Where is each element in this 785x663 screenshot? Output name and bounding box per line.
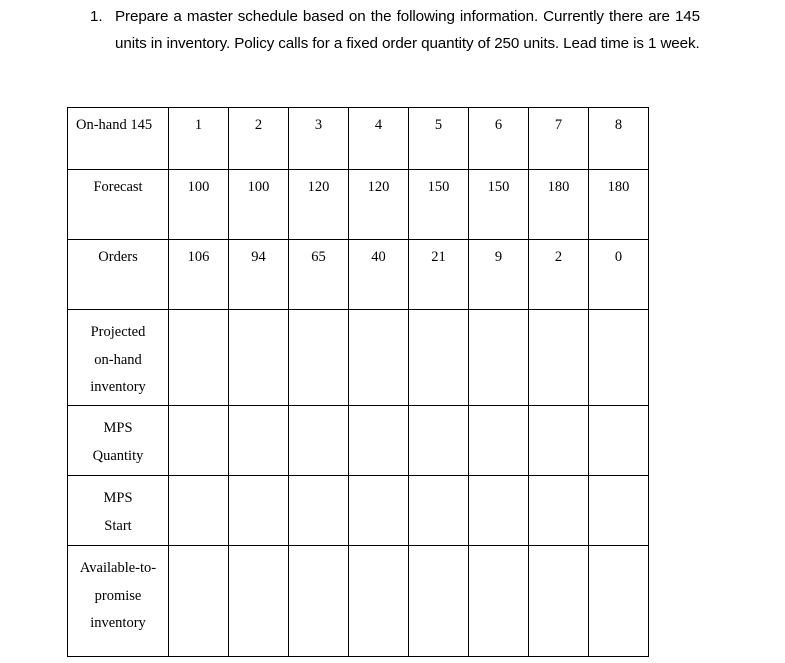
empty-cell xyxy=(409,406,469,476)
mps-quantity-label xyxy=(68,406,168,470)
value-cell xyxy=(589,170,649,240)
empty-cell xyxy=(169,406,229,476)
header-label-cell xyxy=(68,108,169,170)
orders-value: 40 xyxy=(371,249,386,265)
forecast-value: 120 xyxy=(307,179,330,195)
forecast-value: 100 xyxy=(187,179,210,195)
forecast-value: 150 xyxy=(427,179,450,195)
period-label: 8 xyxy=(614,117,623,133)
available-to-promise-label xyxy=(68,546,168,638)
label-line: inventory xyxy=(90,615,146,631)
mps-quantity-row xyxy=(68,406,649,476)
value-cell xyxy=(469,240,529,310)
header-row xyxy=(68,108,649,170)
empty-cell xyxy=(289,546,349,657)
projected-on-hand-row xyxy=(68,310,649,406)
orders-value: 0 xyxy=(614,249,623,265)
period-label: 6 xyxy=(494,117,503,133)
period-cell xyxy=(229,108,289,170)
period-cell xyxy=(169,108,229,170)
empty-cell xyxy=(529,476,589,546)
value-cell xyxy=(589,240,649,310)
orders-value: 94 xyxy=(251,249,266,265)
empty-cell xyxy=(409,546,469,657)
orders-label: Orders xyxy=(98,249,138,265)
label-line: MPS xyxy=(103,490,133,506)
value-cell xyxy=(409,240,469,310)
period-label: 5 xyxy=(434,117,443,133)
period-label: 2 xyxy=(254,117,263,133)
period-cell xyxy=(529,108,589,170)
empty-cell xyxy=(349,476,409,546)
empty-cell xyxy=(409,476,469,546)
empty-cell xyxy=(409,310,469,406)
forecast-value: 150 xyxy=(487,179,510,195)
value-cell xyxy=(289,170,349,240)
empty-cell xyxy=(169,546,229,657)
period-cell xyxy=(289,108,349,170)
available-to-promise-row xyxy=(68,546,649,657)
empty-cell xyxy=(469,406,529,476)
value-cell xyxy=(529,240,589,310)
empty-cell xyxy=(589,406,649,476)
value-cell xyxy=(529,170,589,240)
label-line: Projected xyxy=(90,324,146,340)
question-number: 1. xyxy=(90,8,103,25)
period-label: 4 xyxy=(374,117,383,133)
label-line: Quantity xyxy=(92,447,144,464)
value-cell xyxy=(169,170,229,240)
empty-cell xyxy=(229,476,289,546)
period-label: 3 xyxy=(314,117,323,133)
label-line: promise xyxy=(94,587,142,604)
empty-cell xyxy=(529,406,589,476)
projected-on-hand-label xyxy=(68,310,168,402)
period-cell xyxy=(349,108,409,170)
empty-cell xyxy=(289,476,349,546)
row-label-cell xyxy=(68,170,169,240)
label-line: on-hand xyxy=(94,351,142,368)
value-cell xyxy=(169,240,229,310)
forecast-value: 180 xyxy=(547,179,570,195)
empty-cell xyxy=(169,476,229,546)
value-cell xyxy=(229,170,289,240)
empty-cell xyxy=(589,310,649,406)
empty-cell xyxy=(349,406,409,476)
empty-cell xyxy=(469,310,529,406)
label-line: Available-to- xyxy=(79,560,157,576)
forecast-value: 120 xyxy=(367,179,390,195)
label-line: Start xyxy=(104,517,132,534)
empty-cell xyxy=(229,546,289,657)
empty-cell xyxy=(349,546,409,657)
mps-start-row xyxy=(68,476,649,546)
orders-value: 9 xyxy=(494,249,503,265)
period-label: 7 xyxy=(554,117,563,133)
period-cell xyxy=(589,108,649,170)
row-label-cell xyxy=(68,546,169,657)
orders-value: 65 xyxy=(311,249,326,265)
orders-row xyxy=(68,240,649,310)
value-cell xyxy=(409,170,469,240)
empty-cell xyxy=(229,406,289,476)
orders-value: 106 xyxy=(187,249,210,265)
period-cell xyxy=(469,108,529,170)
mps-start-label xyxy=(68,476,168,540)
forecast-label: Forecast xyxy=(93,179,143,195)
master-schedule-table xyxy=(67,107,649,657)
empty-cell xyxy=(229,310,289,406)
empty-cell xyxy=(289,406,349,476)
value-cell xyxy=(229,240,289,310)
forecast-row xyxy=(68,170,649,240)
empty-cell xyxy=(589,546,649,657)
row-label-cell xyxy=(68,240,169,310)
orders-value: 21 xyxy=(431,249,446,265)
label-line: MPS xyxy=(103,420,133,436)
question-text: Prepare a master schedule based on the following information. Currently there are 145 units in inventory. Policy calls for a fixed order quantity of 250 units. Lead time is 1 week. xyxy=(115,8,700,52)
row-label-cell xyxy=(68,406,169,476)
orders-value: 2 xyxy=(554,249,563,265)
label-line: inventory xyxy=(90,379,146,395)
value-cell xyxy=(349,240,409,310)
row-label-cell xyxy=(68,476,169,546)
empty-cell xyxy=(529,546,589,657)
empty-cell xyxy=(589,476,649,546)
value-cell xyxy=(349,170,409,240)
empty-cell xyxy=(169,310,229,406)
forecast-value: 180 xyxy=(607,179,630,195)
empty-cell xyxy=(529,310,589,406)
value-cell xyxy=(469,170,529,240)
row-label-cell xyxy=(68,310,169,406)
empty-cell xyxy=(469,476,529,546)
question xyxy=(90,3,700,57)
on-hand-label: On-hand 145 xyxy=(76,117,153,133)
empty-cell xyxy=(349,310,409,406)
forecast-value: 100 xyxy=(247,179,270,195)
value-cell xyxy=(289,240,349,310)
period-label: 1 xyxy=(194,117,203,133)
period-cell xyxy=(409,108,469,170)
empty-cell xyxy=(289,310,349,406)
empty-cell xyxy=(469,546,529,657)
